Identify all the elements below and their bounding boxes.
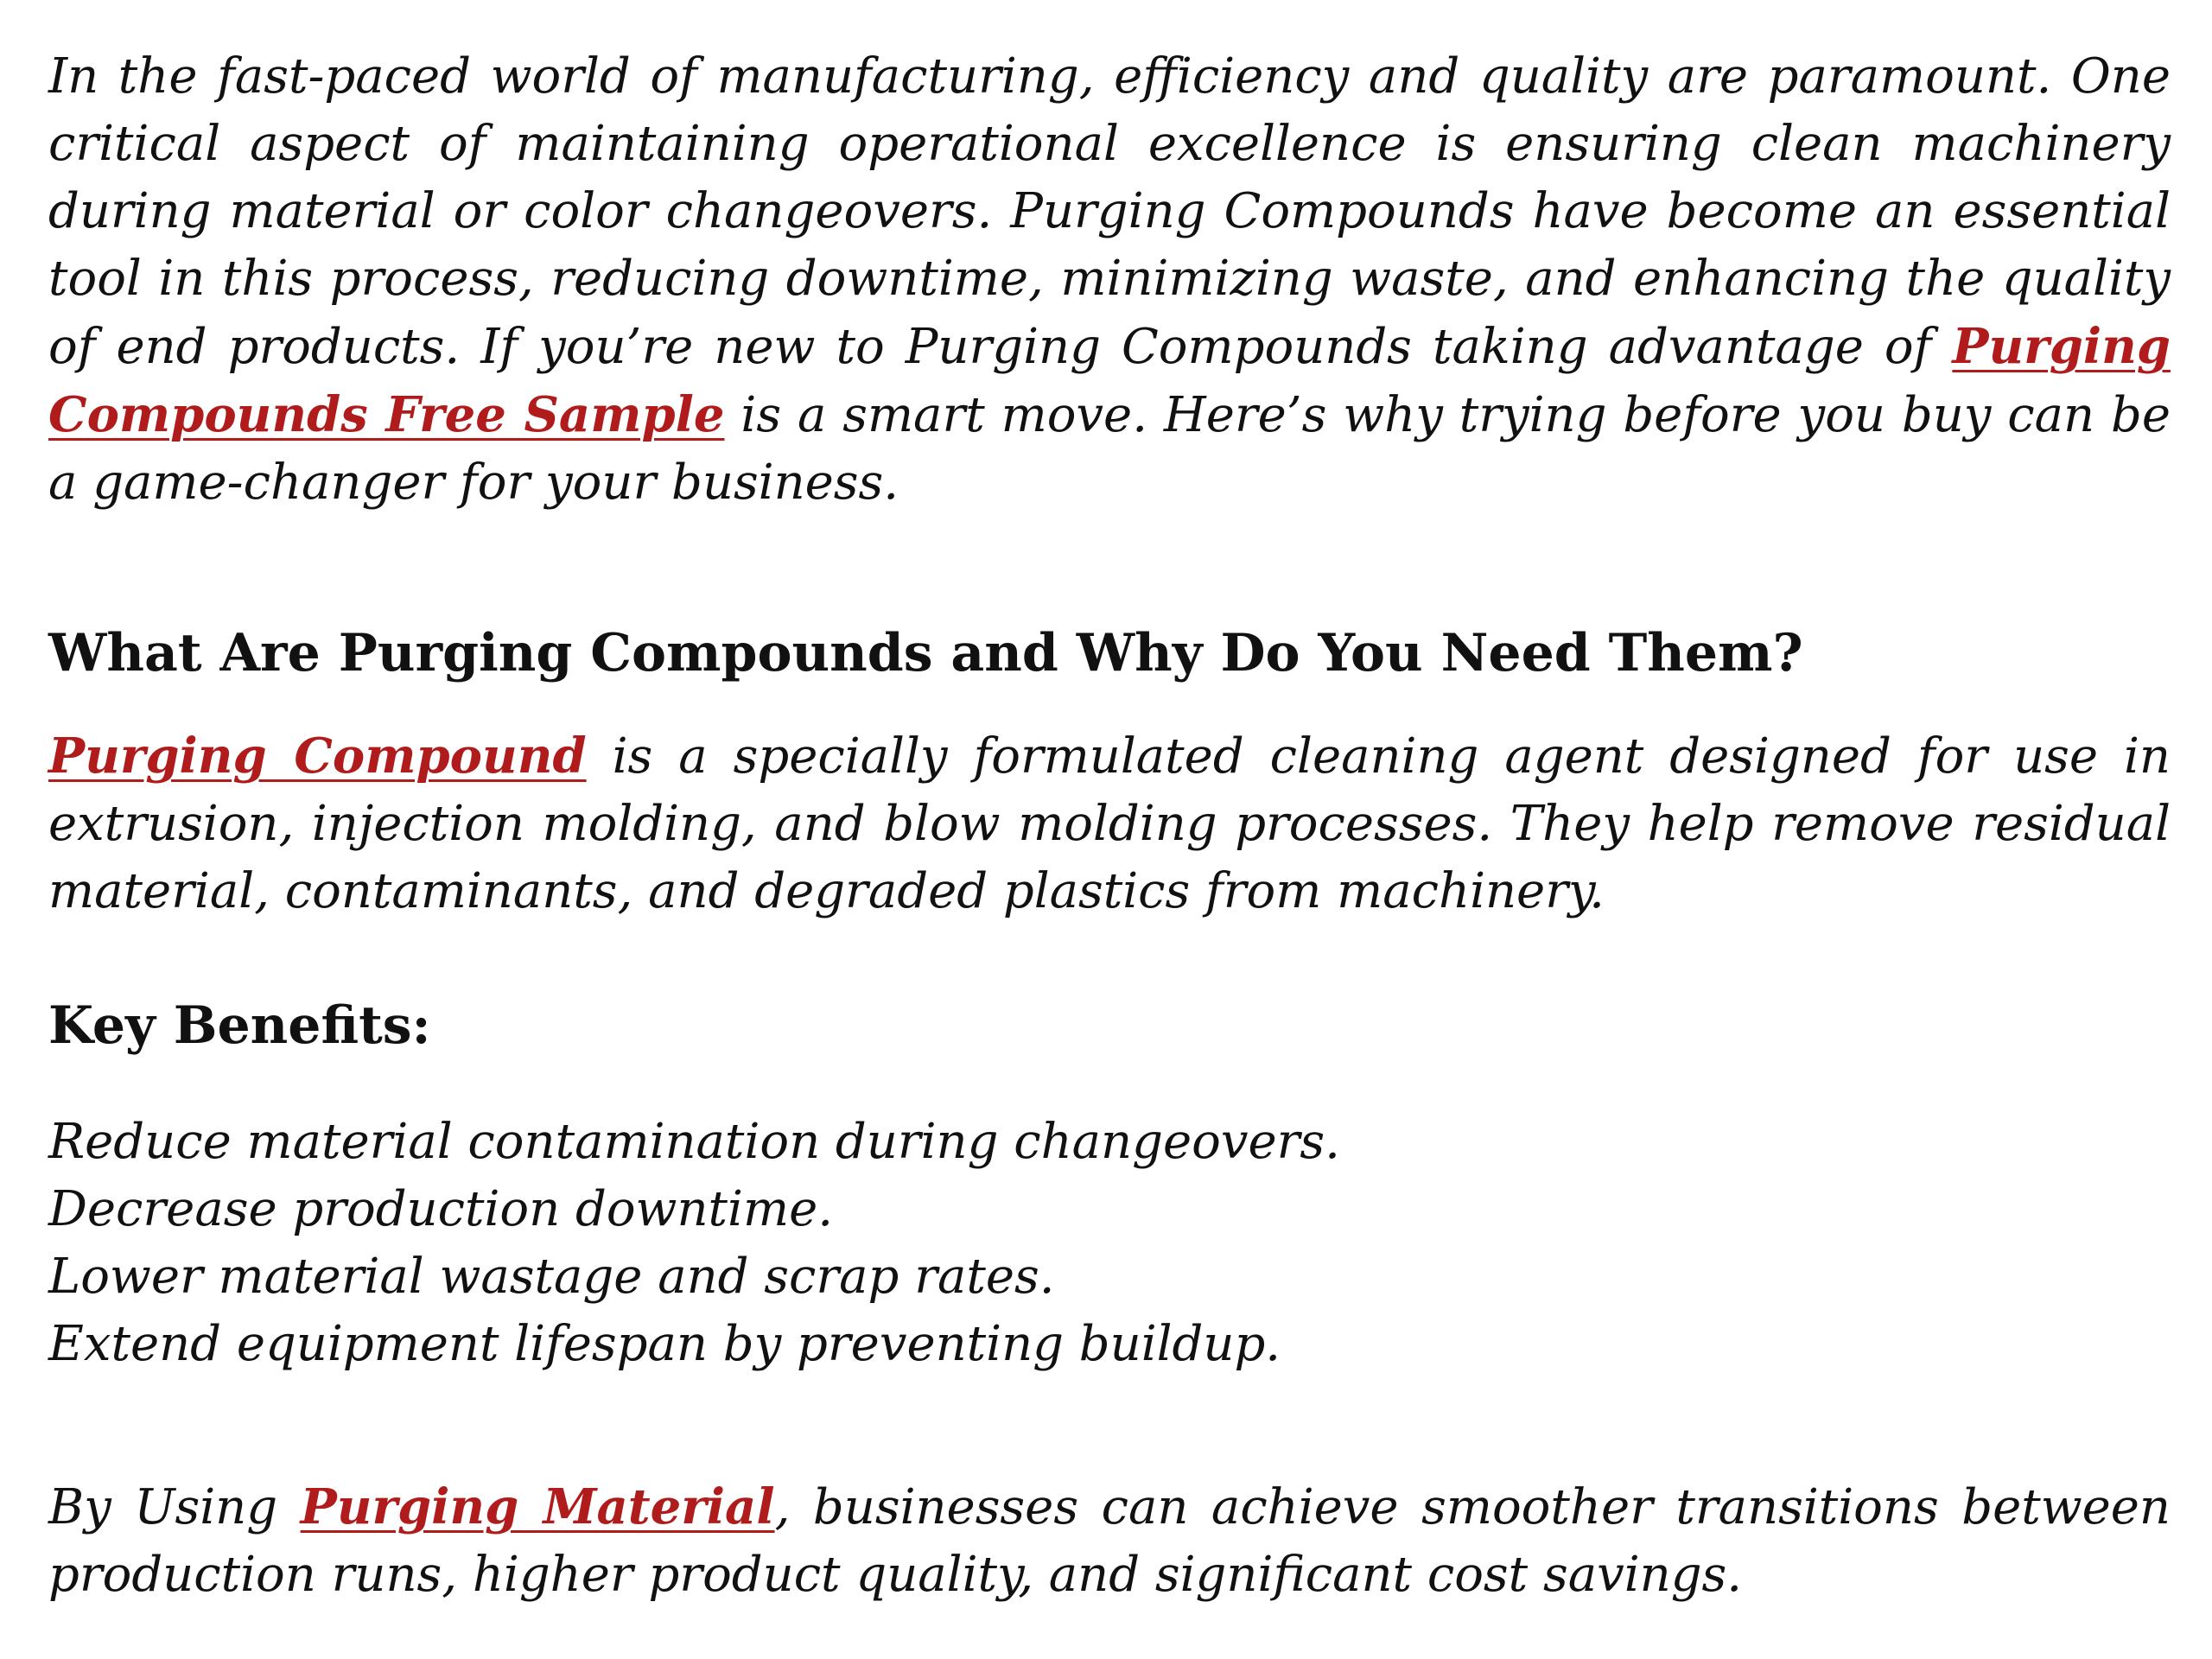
benefit-item: Decrease production downtime.	[48, 1181, 834, 1237]
intro-paragraph	[48, 43, 2171, 517]
purging-compound-link[interactable]: Purging Compound	[48, 728, 587, 785]
closing-text-before-link: By Using	[48, 1479, 301, 1535]
benefit-item: Reduce material contamination during changeovers.	[48, 1114, 1340, 1170]
section-heading-what-are-purging-compounds: What Are Purging Compounds and Why Do You Need Them?	[48, 623, 1803, 683]
closing-paragraph	[48, 1473, 2171, 1609]
closing-text-after-link: , businesses can achieve smoother transitions between production runs, higher product quality, and significant cost savings.	[48, 1479, 2171, 1603]
purging-compounds-free-sample-link[interactable]: Purging Compounds Free Sample	[48, 318, 2171, 443]
document-body	[48, 43, 2171, 1609]
purging-material-link[interactable]: Purging Material	[300, 1478, 775, 1535]
definition-paragraph	[48, 722, 2171, 925]
benefit-item: Lower material wastage and scrap rates.	[48, 1249, 1055, 1305]
intro-text-before-link: In the fast-paced world of manufacturing, efficiency and quality are paramount. One critical aspect of maintaining operational excellence is ensuring clean machinery during material or color changeovers. Purging Compounds have become an essential tool in this process, reducing downtime, minimizing waste, and enhancing the quality of end products. If you’re new to Purging Compounds taking advantage of	[48, 48, 2171, 375]
section-heading-key-benefits: Key Benefits:	[48, 995, 431, 1056]
benefit-item: Extend equipment lifespan by preventing buildup.	[48, 1316, 1281, 1372]
intro-text-after-link: is a smart move. Here’s why trying before you buy can be a game-changer for your business.	[48, 387, 2171, 511]
definition-text: is a specially formulated cleaning agent designed for use in extrusion, injection molding, and blow molding processes. They help remove residual material, contaminants, and degraded plastics from machinery.	[48, 728, 2171, 919]
